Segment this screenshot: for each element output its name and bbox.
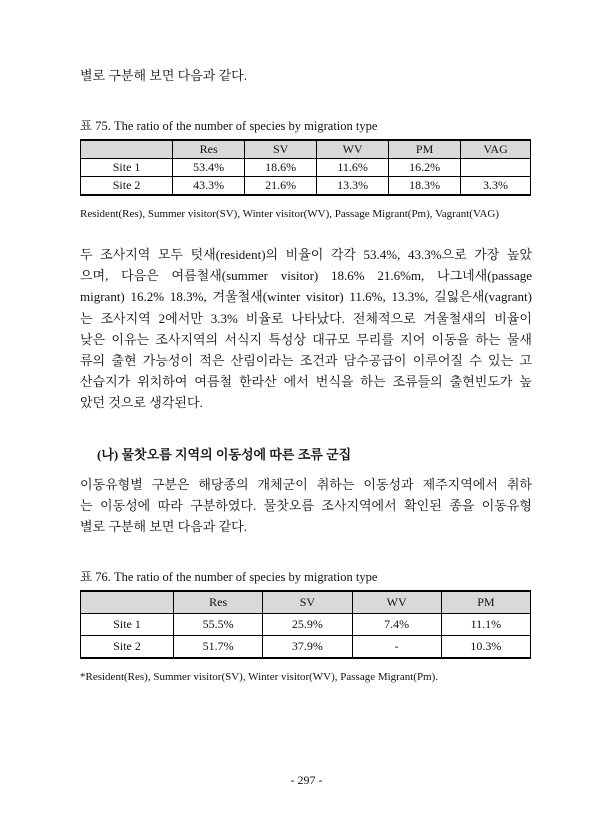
table76-note: *Resident(Res), Summer visitor(SV), Winter visitor(WV), Passage Migrant(Pm).	[80, 671, 439, 683]
table75-cell: 18.6%	[245, 159, 317, 177]
paragraph-line: 별로 구분해 보면 다음과 같다.	[80, 519, 247, 535]
table75-cell: 18.3%	[389, 177, 461, 196]
table75-header-cell: VAG	[461, 140, 531, 159]
table75-header-cell	[81, 140, 173, 159]
paragraph-line: 았던 것으로 생각된다.	[80, 395, 203, 411]
table75-header-cell: SV	[245, 140, 317, 159]
table76-cell: 11.1%	[441, 614, 530, 636]
table75-note: Resident(Res), Summer visitor(SV), Winter visitor(WV), Passage Migrant(Pm), Vagrant(VAG)	[80, 208, 500, 220]
table76-cell: 25.9%	[263, 614, 352, 636]
paragraph-line: 이동유형별 구분은 해당종의 개체군이 취하는 이동성과 제주지역에서 취하	[80, 477, 532, 492]
table76-header-cell: PM	[441, 591, 530, 614]
paragraph-1	[80, 244, 532, 414]
paragraph-line: migrant) 16.2% 18.3%, 겨울철새(winter visitor) 11.6%, 13.3%, 길잃은새(vagrant)	[80, 289, 532, 305]
paragraph-line: 두 조사지역 모두 텃새(resident)의 비율이 각각 53.4%, 43.3%으로 가장 높았	[80, 247, 532, 262]
table75-caption: 표 75. The ratio of the number of species by migration type	[80, 119, 378, 133]
table75-header-cell: Res	[173, 140, 245, 159]
table75-cell: Site 1	[81, 159, 173, 177]
paragraph-line: 낮은 이유는 조사지역의 서식지 특성상 대규모 무리를 지어 이동을 하는 물새	[80, 331, 532, 347]
section-heading: (나) 물찻오름 지역의 이동성에 따른 조류 군집	[97, 447, 352, 462]
table76-cell: 10.3%	[441, 636, 530, 659]
table75-cell: 21.6%	[245, 177, 317, 196]
table76-cell: Site 2	[81, 636, 174, 659]
table76-header-cell: SV	[263, 591, 352, 614]
table75-cell: 53.4%	[173, 159, 245, 177]
table75-cell: Site 2	[81, 177, 173, 196]
paragraph-line: 는 조사지역 2에서만 3.3% 비율로 나타났다. 전체적으로 겨울철새의 비율이	[80, 310, 532, 326]
table75-cell: 3.3%	[461, 177, 531, 196]
table75-cell: 43.3%	[173, 177, 245, 196]
table76-cell: -	[352, 636, 441, 659]
table75-cell: 11.6%	[317, 159, 389, 177]
table76-cell: 37.9%	[263, 636, 352, 659]
table75-cell: 16.2%	[389, 159, 461, 177]
table76-header-cell: Res	[174, 591, 263, 614]
table-row	[81, 177, 531, 196]
paragraph-line: 산습지가 위치하여 여름철 한라산 에서 번식을 하는 조류들의 출현빈도가 높	[80, 374, 532, 390]
table75-cell: 13.3%	[317, 177, 389, 196]
paragraph-line: 는 이동성에 따라 구분하였다. 물찻오름 조사지역에서 확인된 종을 이동유형	[80, 498, 532, 514]
paragraph-line: 으며, 다음은 여름철새(summer visitor) 18.6% 21.6%m, 나그네새(passage	[80, 268, 532, 284]
table76	[80, 590, 531, 659]
table75-cell	[461, 159, 531, 177]
table-row	[81, 636, 531, 659]
table75-header-cell: PM	[389, 140, 461, 159]
paragraph-2	[80, 474, 532, 538]
table75	[80, 139, 531, 196]
table75-header-row	[81, 140, 531, 159]
intro-line: 별로 구분해 보면 다음과 같다.	[80, 68, 247, 83]
table76-header-cell	[81, 591, 174, 614]
table75-header-cell: WV	[317, 140, 389, 159]
table76-cell: 51.7%	[174, 636, 263, 659]
table76-header-cell: WV	[352, 591, 441, 614]
table76-cell: Site 1	[81, 614, 174, 636]
table76-header-row	[81, 591, 531, 614]
table76-cell: 7.4%	[352, 614, 441, 636]
table-row	[81, 614, 531, 636]
table76-cell: 55.5%	[174, 614, 263, 636]
paragraph-line: 류의 출현 가능성이 적은 산림이라는 조건과 담수공급이 이루어질 수 있는 고	[80, 353, 532, 369]
table76-caption: 표 76. The ratio of the number of species by migration type	[80, 570, 378, 584]
page-number: - 297 -	[290, 773, 323, 787]
table-row	[81, 159, 531, 177]
